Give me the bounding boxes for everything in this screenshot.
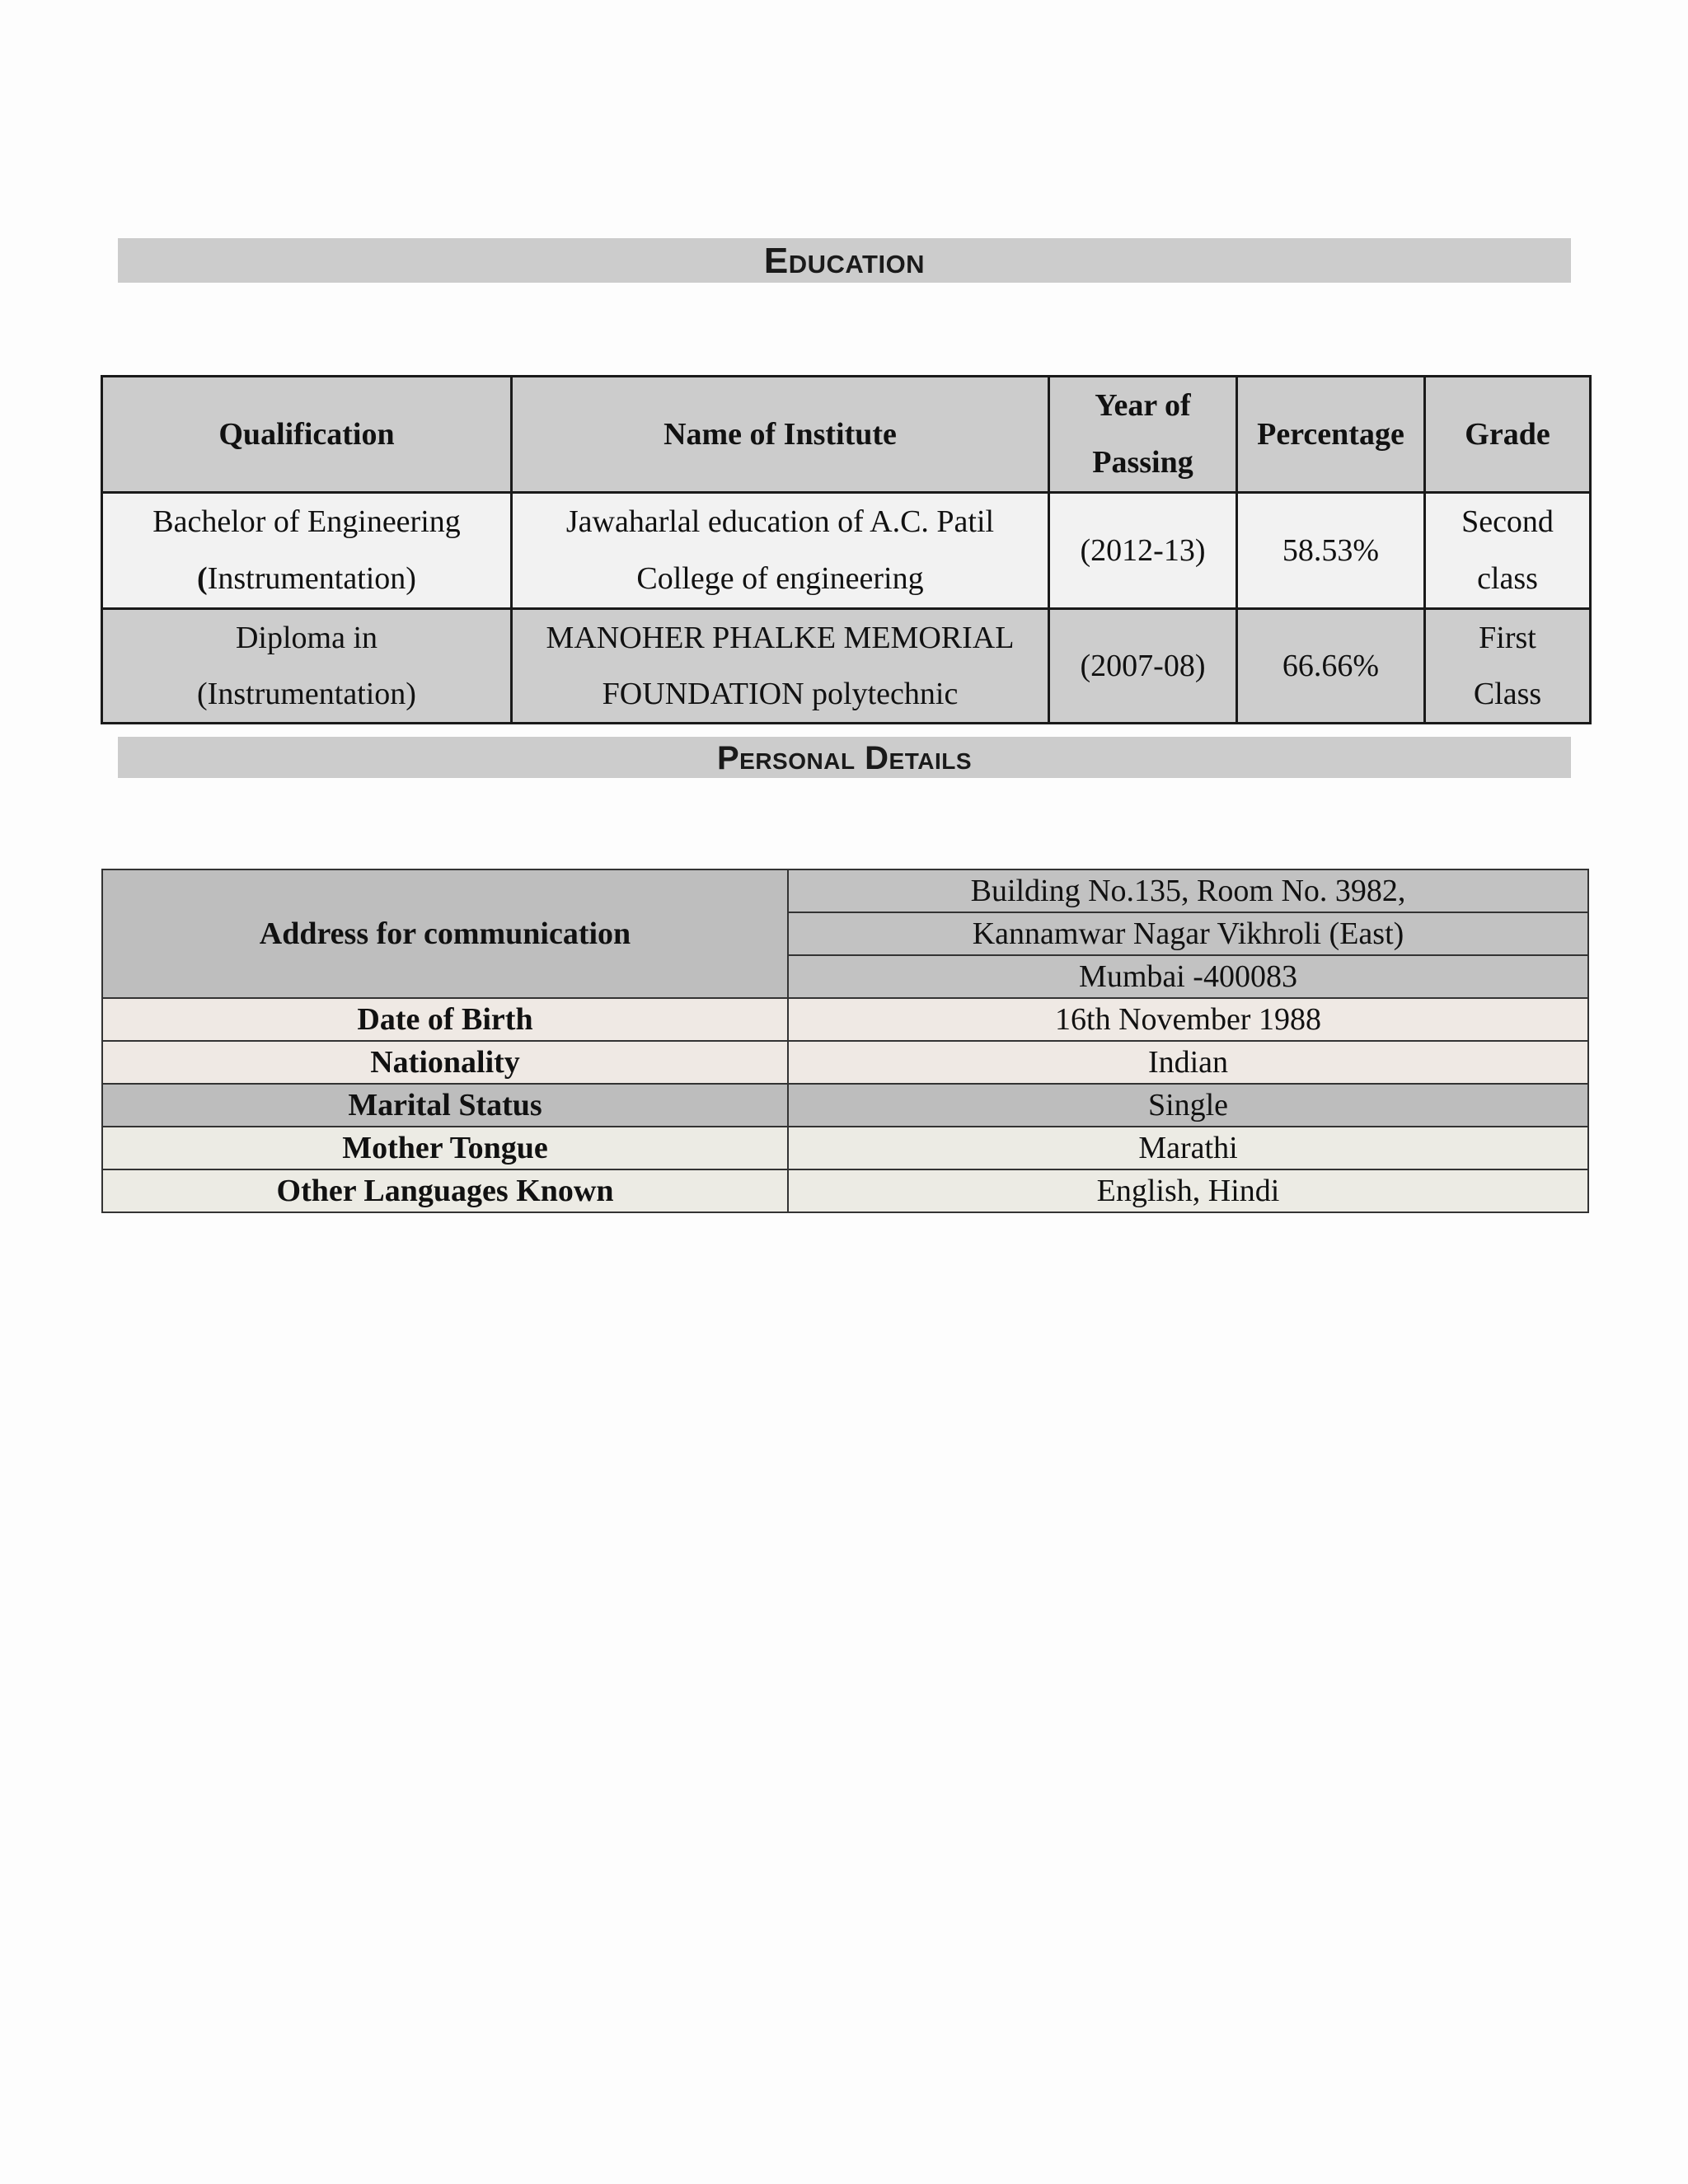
grade-line2: Class bbox=[1473, 677, 1542, 711]
grade-line1: Second bbox=[1461, 504, 1554, 539]
institute-line1: Jawaharlal education of A.C. Patil bbox=[565, 504, 995, 539]
header-grade: Grade bbox=[1425, 377, 1591, 493]
table-row bbox=[102, 998, 1588, 1041]
address-line-2: Kannamwar Nagar Vikhroli (East) bbox=[788, 912, 1588, 955]
grade-line2: class bbox=[1477, 561, 1538, 596]
cell-qualification bbox=[102, 609, 512, 724]
address-label: Address for communication bbox=[102, 869, 788, 998]
cell-qualification bbox=[102, 493, 512, 609]
table-row bbox=[102, 869, 1588, 912]
personal-details-title: Personal Details bbox=[716, 740, 973, 776]
education-table bbox=[101, 375, 1592, 724]
cell-institute bbox=[512, 609, 1049, 724]
table-row bbox=[102, 1041, 1588, 1084]
grade-line1: First bbox=[1479, 621, 1536, 655]
institute-line1: MANOHER PHALKE MEMORIAL bbox=[546, 621, 1015, 655]
institute-line2: College of engineering bbox=[636, 561, 924, 596]
table-row bbox=[102, 493, 1591, 609]
other-languages-label: Other Languages Known bbox=[102, 1169, 788, 1212]
qualification-line2: (Instrumentation) bbox=[197, 677, 416, 711]
address-line-1: Building No.135, Room No. 3982, bbox=[788, 869, 1588, 912]
header-institute: Name of Institute bbox=[512, 377, 1049, 493]
dob-label: Date of Birth bbox=[102, 998, 788, 1041]
cell-grade bbox=[1425, 493, 1591, 609]
address-line-3: Mumbai -400083 bbox=[788, 955, 1588, 998]
table-row bbox=[102, 1127, 1588, 1169]
institute-line2: FOUNDATION polytechnic bbox=[602, 677, 959, 711]
nationality-value: Indian bbox=[788, 1041, 1588, 1084]
qualification-paren: ( bbox=[197, 561, 208, 596]
qualification-line2-text: Instrumentation) bbox=[207, 561, 416, 596]
personal-details-heading bbox=[118, 737, 1571, 778]
header-year-line2: Passing bbox=[1092, 445, 1193, 480]
qualification-line1: Diploma in bbox=[235, 621, 378, 655]
header-percentage: Percentage bbox=[1237, 377, 1425, 493]
cell-grade bbox=[1425, 609, 1591, 724]
cell-institute bbox=[512, 493, 1049, 609]
table-row bbox=[102, 1084, 1588, 1127]
mother-tongue-value: Marathi bbox=[788, 1127, 1588, 1169]
personal-details-table bbox=[101, 869, 1589, 1213]
marital-status-label: Marital Status bbox=[102, 1084, 788, 1127]
table-row bbox=[102, 609, 1591, 724]
header-qualification: Qualification bbox=[102, 377, 512, 493]
dob-value: 16th November 1988 bbox=[788, 998, 1588, 1041]
education-heading bbox=[118, 238, 1571, 283]
nationality-label: Nationality bbox=[102, 1041, 788, 1084]
cell-year: (2007-08) bbox=[1049, 609, 1237, 724]
header-year-line1: Year of bbox=[1095, 388, 1191, 423]
cell-year: (2012-13) bbox=[1049, 493, 1237, 609]
other-languages-value: English, Hindi bbox=[788, 1169, 1588, 1212]
cell-percentage: 58.53% bbox=[1237, 493, 1425, 609]
education-header-row bbox=[102, 377, 1591, 493]
marital-status-value: Single bbox=[788, 1084, 1588, 1127]
qualification-line1: Bachelor of Engineering bbox=[152, 504, 461, 539]
education-title: Education bbox=[763, 241, 926, 281]
mother-tongue-label: Mother Tongue bbox=[102, 1127, 788, 1169]
cell-percentage: 66.66% bbox=[1237, 609, 1425, 724]
table-row bbox=[102, 1169, 1588, 1212]
header-year bbox=[1049, 377, 1237, 493]
qualification-line2 bbox=[103, 551, 510, 607]
